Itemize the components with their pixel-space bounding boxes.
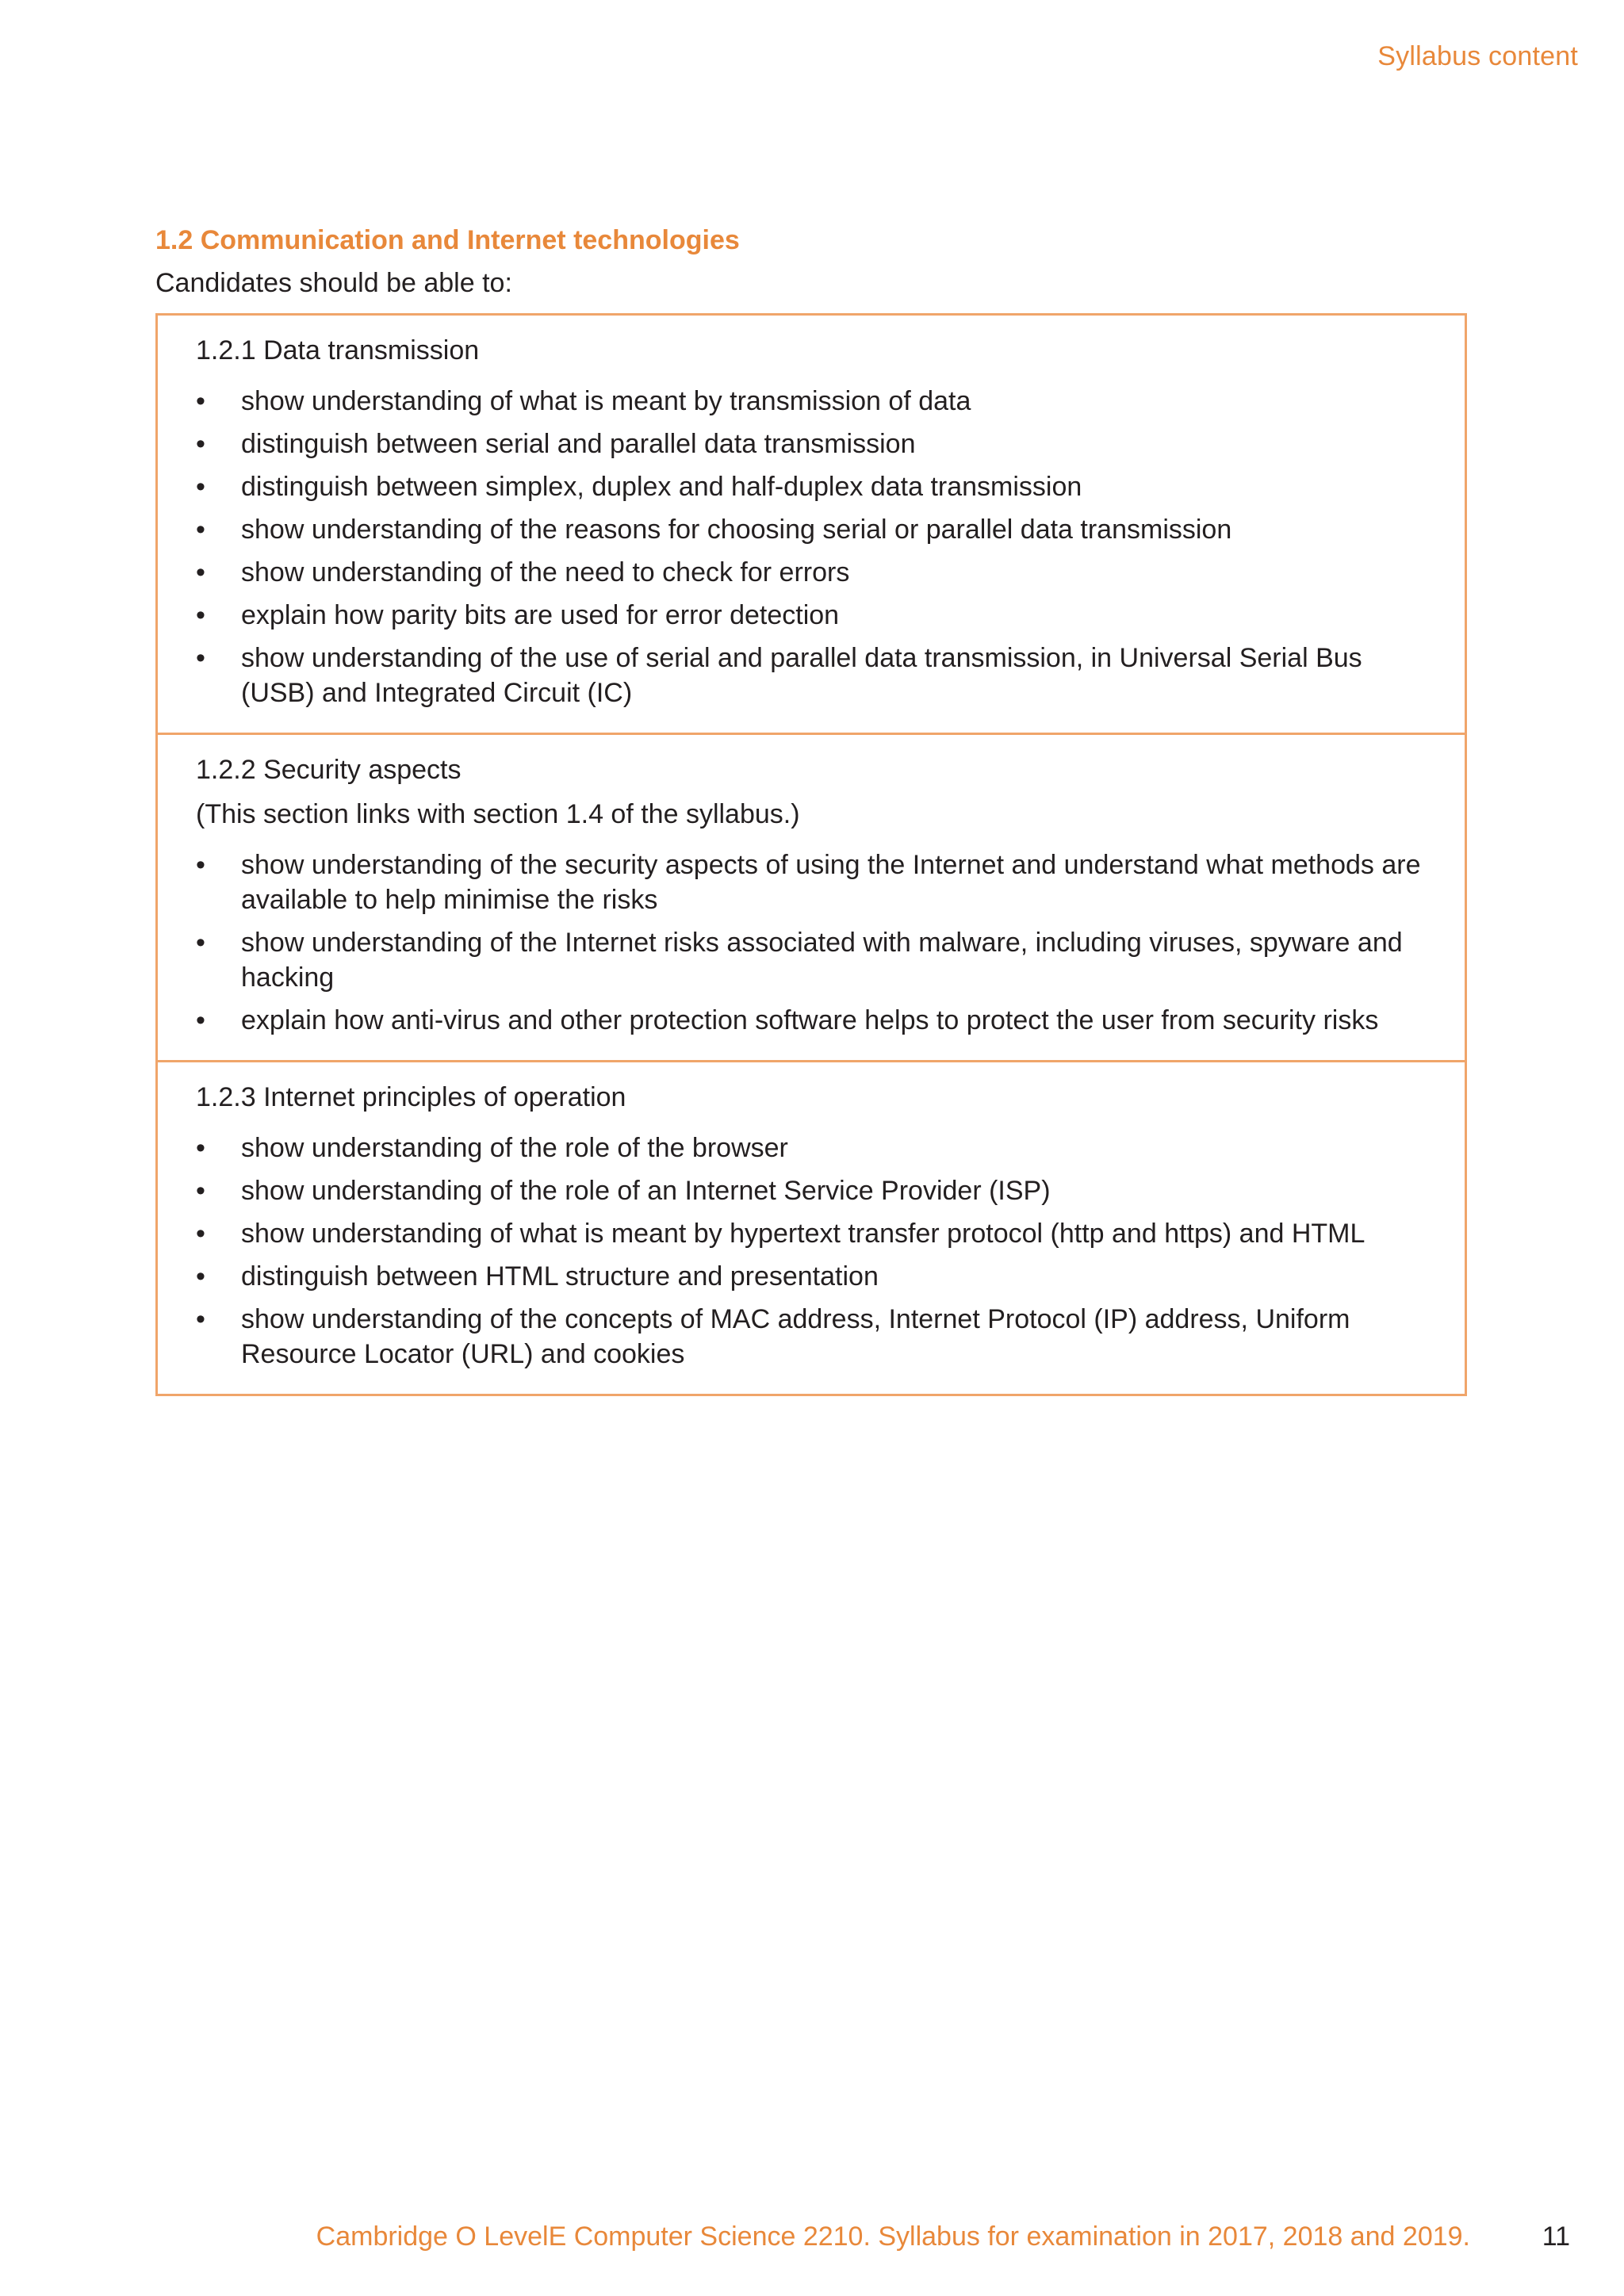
list-item bbox=[196, 1173, 1433, 1208]
bullet-icon: • bbox=[196, 1304, 205, 1334]
bullet-icon: • bbox=[196, 557, 205, 587]
list-item bbox=[196, 427, 1433, 461]
item-text: show understanding of the use of serial and parallel data transmission, in Universal Serial Bus (USB) and Integrated Circuit (IC) bbox=[241, 643, 1362, 708]
list-item bbox=[196, 555, 1433, 590]
bullet-icon: • bbox=[196, 472, 205, 502]
syllabus-box bbox=[155, 313, 1467, 1396]
footer-text: Cambridge O LevelE Computer Science 2210. Syllabus for examination in 2017, 2018 and 2019. bbox=[316, 2221, 1470, 2252]
item-text: distinguish between HTML structure and presentation bbox=[241, 1261, 879, 1292]
bullet-icon: • bbox=[196, 1133, 205, 1163]
bullet-icon: • bbox=[196, 1005, 205, 1035]
topic-items bbox=[196, 1131, 1433, 1372]
item-text: explain how anti-virus and other protection software helps to protect the user from security risks bbox=[241, 1005, 1379, 1035]
bullet-icon: • bbox=[196, 600, 205, 630]
topic-data-transmission bbox=[158, 316, 1465, 735]
list-item bbox=[196, 512, 1433, 547]
list-item bbox=[196, 469, 1433, 504]
item-text: show understanding of the role of an Internet Service Provider (ISP) bbox=[241, 1176, 1051, 1206]
topic-title: 1.2.1 Data transmission bbox=[196, 335, 480, 365]
list-item bbox=[196, 1259, 1433, 1294]
item-text: show understanding of the Internet risks associated with malware, including viruses, spyware and hacking bbox=[241, 928, 1403, 993]
item-text: show understanding of the need to check for errors bbox=[241, 557, 850, 587]
bullet-icon: • bbox=[196, 386, 205, 416]
list-item bbox=[196, 848, 1433, 917]
item-text: show understanding of what is meant by hypertext transfer protocol (http and https) and HTML bbox=[241, 1219, 1365, 1249]
list-item bbox=[196, 1003, 1433, 1038]
topic-items bbox=[196, 384, 1433, 710]
topic-internet-principles bbox=[158, 1062, 1465, 1394]
topic-items bbox=[196, 848, 1433, 1038]
bullet-icon: • bbox=[196, 1176, 205, 1206]
page-number: 11 bbox=[1542, 2221, 1570, 2252]
topic-title: 1.2.2 Security aspects bbox=[196, 755, 462, 785]
item-text: show understanding of the concepts of MAC address, Internet Protocol (IP) address, Uniform Resource Locator (URL) and cookies bbox=[241, 1304, 1350, 1369]
bullet-icon: • bbox=[196, 1261, 205, 1292]
bullet-icon: • bbox=[196, 928, 205, 958]
list-item bbox=[196, 1302, 1433, 1372]
running-head: Syllabus content bbox=[1377, 41, 1578, 71]
list-item bbox=[196, 1216, 1433, 1251]
item-text: show understanding of the reasons for choosing serial or parallel data transmission bbox=[241, 515, 1232, 545]
topic-title: 1.2.3 Internet principles of operation bbox=[196, 1082, 626, 1112]
section-intro: Candidates should be able to: bbox=[155, 268, 512, 298]
bullet-icon: • bbox=[196, 643, 205, 673]
bullet-icon: • bbox=[196, 515, 205, 545]
item-text: distinguish between simplex, duplex and half-duplex data transmission bbox=[241, 472, 1082, 502]
topic-security-aspects bbox=[158, 735, 1465, 1062]
bullet-icon: • bbox=[196, 1219, 205, 1249]
list-item bbox=[196, 384, 1433, 419]
topic-note: (This section links with section 1.4 of the syllabus.) bbox=[196, 799, 800, 829]
item-text: distinguish between serial and parallel data transmission bbox=[241, 429, 916, 459]
item-text: show understanding of what is meant by transmission of data bbox=[241, 386, 971, 416]
list-item bbox=[196, 641, 1433, 710]
section-title: 1.2 Communication and Internet technologies bbox=[155, 225, 740, 255]
bullet-icon: • bbox=[196, 850, 205, 880]
list-item bbox=[196, 925, 1433, 995]
item-text: explain how parity bits are used for error detection bbox=[241, 600, 840, 630]
bullet-icon: • bbox=[196, 429, 205, 459]
item-text: show understanding of the role of the browser bbox=[241, 1133, 788, 1163]
list-item bbox=[196, 1131, 1433, 1165]
list-item bbox=[196, 598, 1433, 633]
item-text: show understanding of the security aspects of using the Internet and understand what methods are available to help minimise the risks bbox=[241, 850, 1421, 915]
